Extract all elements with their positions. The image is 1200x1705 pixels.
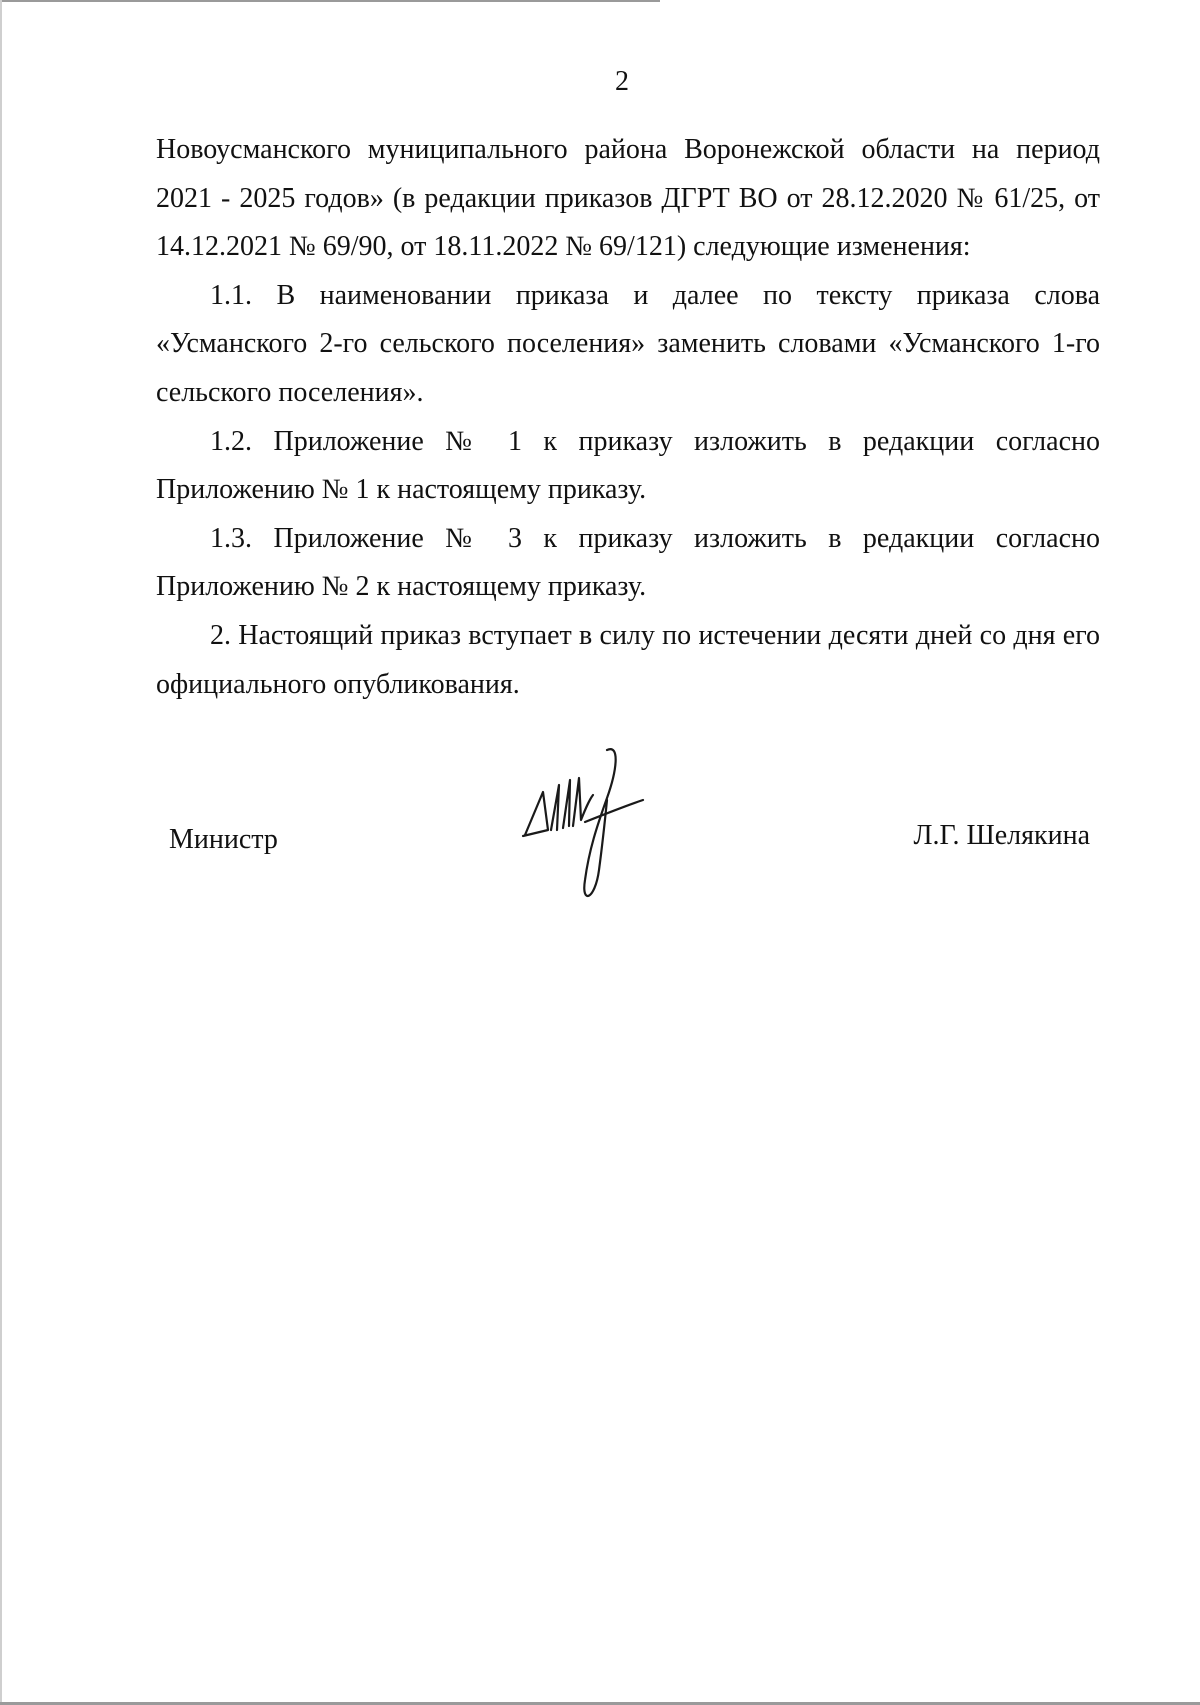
paragraph-item-2: 2. Настоящий приказ вступает в силу по истечении десяти дней со дня его официального опубликования. bbox=[156, 619, 1100, 700]
signer-name: Л.Г. Шелякина bbox=[913, 820, 1090, 851]
page-number: 2 bbox=[615, 66, 629, 97]
signer-title: Министр bbox=[169, 824, 278, 855]
paragraph-item-1-3: 1.3. Приложение № 3 к приказу изложить в редакции согласно Приложению № 2 к настоящему приказу. bbox=[156, 522, 1100, 603]
handwritten-signature bbox=[515, 740, 685, 910]
paragraph-item-1-1: 1.1. В наименовании приказа и далее по тексту приказа слова «Усманского 2-го сельского поселения» заменить словами «Усманского 1-го сельского поселения». bbox=[156, 279, 1100, 408]
scan-top-edge-line bbox=[0, 0, 660, 2]
document-body bbox=[156, 126, 1100, 709]
paragraph-item-1-2: 1.2. Приложение № 1 к приказу изложить в редакции согласно Приложению № 1 к настоящему приказу. bbox=[156, 425, 1100, 506]
paragraph-continuation: Новоусманского муниципального района Воронежской области на период 2021 - 2025 годов» (в редакции приказов ДГРТ ВО от 28.12.2020 № 61/25, от 14.12.2021 № 69/90, от 18.11.2022 № 69/121) следующие изменения: bbox=[156, 134, 1100, 263]
